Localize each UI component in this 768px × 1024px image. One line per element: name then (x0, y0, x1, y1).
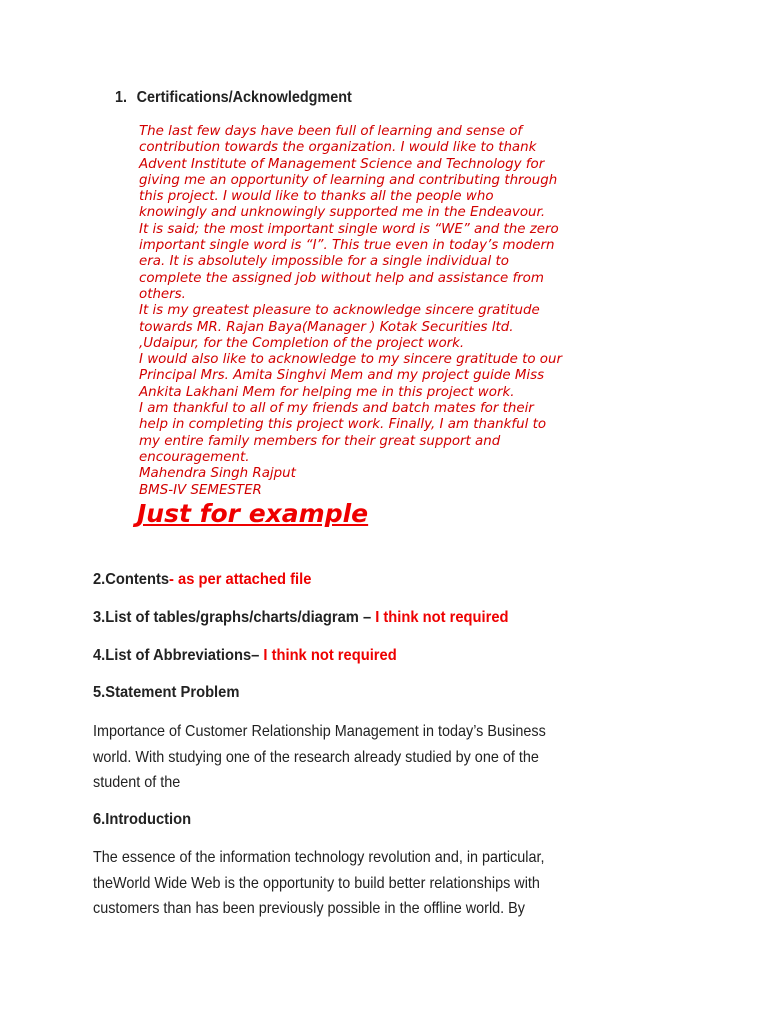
section-5-label: 5.Statement Problem (93, 684, 240, 701)
section-6-heading (93, 811, 191, 829)
ack-line: this project. I would like to thanks all the people who (139, 189, 494, 205)
ack-line: I would also like to acknowledge to my sincere gratitude to our (139, 352, 562, 368)
ack-line: others. (139, 286, 186, 302)
ack-line: The last few days have been full of learning and sense of (139, 124, 523, 139)
ack-line: complete the assigned job without help and assistance from (139, 270, 544, 286)
ack-line: towards MR. Rajan Baya(Manager ) Kotak Securities ltd. (139, 319, 514, 335)
section-5-paragraph (93, 719, 633, 796)
ack-line: important single word is “I”. This true even in today’s modern (139, 238, 555, 254)
ack-signature-name: Mahendra Singh Rajput (139, 466, 296, 482)
paragraph-line: Importance of Customer Relationship Management in today’s Business (93, 723, 546, 740)
example-note: Just for example (137, 499, 369, 528)
section-3-heading (93, 609, 509, 627)
paragraph-line: student of the (93, 774, 181, 791)
ack-line: Advent Institute of Management Science and Technology for (139, 156, 545, 172)
ack-line: help in completing this project work. Finally, I am thankful to (139, 417, 547, 433)
section-6-paragraph (93, 845, 633, 922)
acknowledgment-text (139, 124, 679, 499)
section-2-note: - as per attached file (169, 571, 312, 588)
section-3-label: 3.List of tables/graphs/charts/diagram – (93, 609, 376, 626)
section-1-title: Certifications/Acknowledgment (136, 89, 352, 106)
ack-line: era. It is absolutely impossible for a single individual to (139, 254, 509, 270)
paragraph-line: customers than has been previously possible in the offline world. By (93, 900, 525, 917)
section-3-note: I think not required (375, 609, 509, 626)
ack-line: Ankita Lakhani Mem for helping me in this project work. (139, 384, 515, 400)
section-4-note: I think not required (263, 647, 397, 664)
section-5-heading (93, 684, 239, 702)
ack-line: It is said; the most important single word is “WE” and the zero (139, 221, 559, 237)
ack-line: Principal Mrs. Amita Singhvi Mem and my project guide Miss (139, 368, 545, 384)
section-1-number: 1. (115, 89, 128, 106)
ack-signature-semester: BMS-IV SEMESTER (139, 482, 262, 498)
paragraph-line: The essence of the information technology revolution and, in particular, (93, 849, 545, 866)
section-6-label: 6.Introduction (93, 811, 192, 828)
ack-line: knowingly and unknowingly supported me in the Endeavour. (139, 205, 546, 221)
section-1-heading (115, 89, 352, 107)
ack-line: giving me an opportunity of learning and contributing through (139, 172, 558, 188)
ack-line: contribution towards the organization. I would like to thank (139, 140, 537, 156)
section-2-label: 2.Contents (93, 571, 170, 588)
ack-line: my entire family members for their great support and (139, 433, 501, 449)
section-2-heading (93, 571, 311, 589)
section-4-label: 4.List of Abbreviations– (93, 647, 264, 664)
ack-line: I am thankful to all of my friends and batch mates for their (139, 401, 534, 417)
ack-line: encouragement. (139, 449, 250, 465)
paragraph-line: world. With studying one of the research already studied by one of the (93, 748, 539, 766)
ack-line: ,Udaipur, for the Completion of the project work. (139, 335, 465, 351)
section-4-heading (93, 647, 397, 665)
paragraph-line: theWorld Wide Web is the opportunity to build better relationships with (93, 874, 540, 892)
ack-line: It is my greatest pleasure to acknowledge sincere gratitude (139, 303, 540, 319)
